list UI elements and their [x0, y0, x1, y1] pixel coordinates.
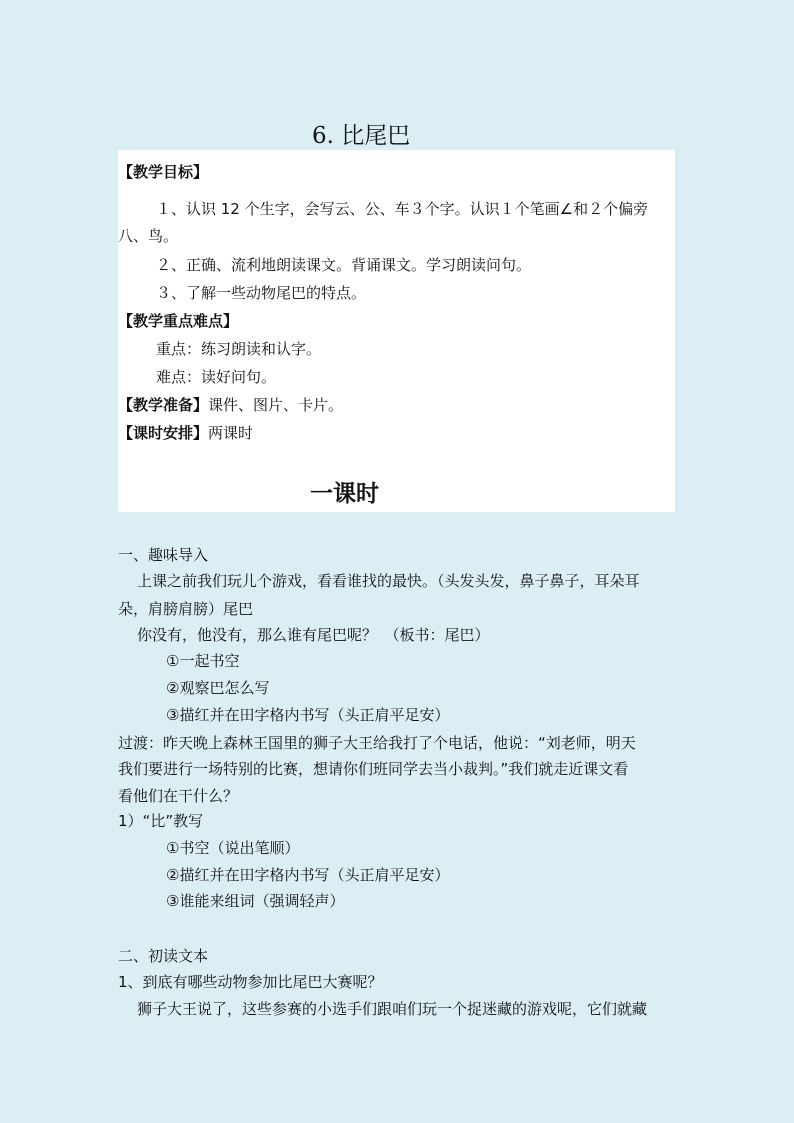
schedule-line [118, 421, 253, 445]
objectives-heading: 【教学目标】 [118, 163, 209, 181]
section1-step-3: ③描红并在田字格内书写（头正肩平足安） [166, 706, 450, 724]
section1-step-1: ①一起书空 [166, 652, 240, 670]
objective-item-3: ３、了解一些动物尾巴的特点。 [156, 284, 367, 302]
lesson-title: 一课时 [310, 480, 379, 507]
objective-item-1: １、认识 12 个生字，会写云、公、车３个字。认识１个笔画∠和２个偏旁 [156, 200, 649, 218]
objective-item-1-continued: 八、鸟。 [118, 227, 179, 245]
key-points-heading: 【教学重点难点】 [118, 312, 239, 330]
page-title: 6. 比尾巴 [312, 123, 411, 149]
preparation-line [118, 393, 343, 417]
section1-step-2: ②观察巴怎么写 [166, 679, 270, 697]
section1-paragraph1-continued: 朵，肩膀肩膀）尾巴 [118, 600, 254, 618]
objective-item-2: ２、正确、流利地朗读课文。背诵课文。学习朗读问句。 [156, 256, 532, 274]
section1-paragraph2: 你没有，他没有，那么谁有尾巴呢？ （板书：尾巴） [137, 626, 490, 644]
sub-step-1: ①书空（说出笔顺） [166, 839, 300, 857]
section1-heading: 一、趣味导入 [118, 546, 209, 564]
sub-step-3: ③谁能来组词（强调轻声） [166, 892, 345, 910]
sub-heading: 1）“比”教写 [118, 812, 204, 830]
section1-paragraph1: 上课之前我们玩儿个游戏，看看谁找的最快。（头发头发，鼻子鼻子，耳朵耳 [137, 572, 640, 590]
schedule-heading: 【课时安排】 [118, 424, 209, 442]
schedule-text: 两课时 [208, 424, 254, 442]
transition-line-2: 我们要进行一场特别的比赛，想请你们班同学去当小裁判。”我们就走近课文看 [118, 760, 629, 778]
key-point-focus: 重点：练习朗读和认字。 [156, 340, 322, 358]
key-point-difficulty: 难点：读好问句。 [156, 368, 277, 386]
transition-line-1: 过渡：昨天晚上森林王国里的狮子大王给我打了个电话，他说：“刘老师，明天 [118, 734, 636, 752]
preparation-heading: 【教学准备】 [118, 396, 209, 414]
transition-line-3: 看他们在干什么？ [118, 787, 239, 805]
sub-step-2: ②描红并在田字格内书写（头正肩平足安） [166, 866, 450, 884]
section2-question-1: 1、到底有哪些动物参加比尾巴大赛呢？ [118, 973, 383, 991]
section2-heading: 二、初读文本 [118, 947, 209, 965]
preparation-text: 课件、图片、卡片。 [208, 396, 344, 414]
section2-paragraph1: 狮子大王说了，这些参赛的小选手们跟咱们玩一个捉迷藏的游戏呢，它们就藏 [137, 1000, 648, 1018]
